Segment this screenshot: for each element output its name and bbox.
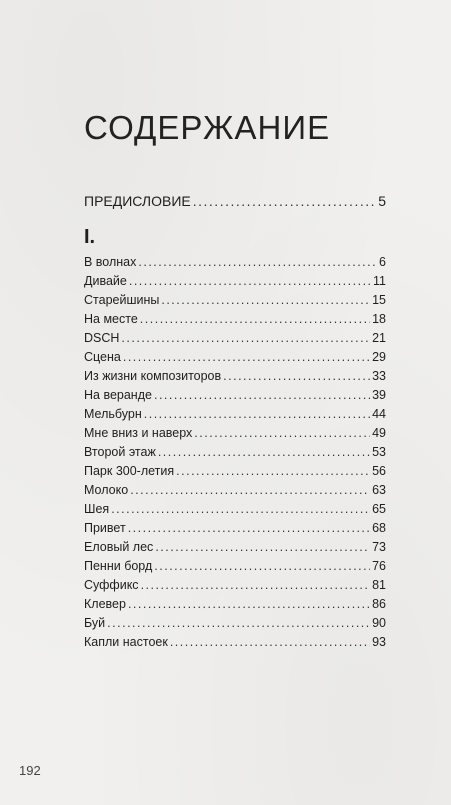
toc-entry [84, 254, 386, 270]
toc-entry-label: Привет [84, 521, 126, 535]
toc-entry-label: Молоко [84, 483, 129, 497]
toc-entry-label: Буй [84, 616, 106, 630]
toc-entry-label: Старейшины [84, 293, 160, 307]
dot-leader [121, 330, 370, 346]
toc-entry-page: 44 [372, 407, 386, 421]
toc-entry [84, 520, 386, 536]
toc-entry-page: 11 [373, 274, 386, 288]
toc-entry-label: На месте [84, 312, 138, 326]
toc-entry [84, 311, 386, 327]
toc-entry-label: Парк 300-летия [84, 464, 175, 478]
dot-leader [223, 368, 370, 384]
dot-leader [129, 273, 371, 289]
toc-entry [84, 482, 386, 498]
toc-entry [84, 539, 386, 555]
toc-entry-label: Второй этаж [84, 445, 156, 459]
dot-leader [176, 463, 370, 479]
dot-leader [128, 596, 370, 612]
toc-entry-page: 90 [372, 616, 386, 630]
toc-entry [84, 596, 386, 612]
toc-entry-label: На веранде [84, 388, 152, 402]
toc-entry-label: Шея [84, 502, 110, 516]
toc-entry-page: 93 [372, 635, 386, 649]
toc-entry [84, 292, 386, 308]
toc-entry-page: 15 [372, 293, 386, 307]
toc-entry-page: 86 [372, 597, 386, 611]
dot-leader [144, 406, 370, 422]
toc-entry-page: 65 [372, 502, 386, 516]
dot-leader [111, 501, 370, 517]
dot-leader [123, 349, 370, 365]
dot-leader [154, 558, 370, 574]
toc-entry [84, 444, 386, 460]
dot-leader [128, 520, 370, 536]
toc-entry [84, 615, 386, 631]
toc-entry-page: 68 [372, 521, 386, 535]
toc-entry-page: 18 [372, 312, 386, 326]
toc-entry [84, 330, 386, 346]
toc-entry-page: 33 [372, 369, 386, 383]
toc-entry-page: 5 [378, 193, 386, 209]
toc-entry [84, 425, 386, 441]
toc-entry [84, 368, 386, 384]
toc-entry-label: Из жизни композиторов [84, 369, 222, 383]
toc-entry-page: 63 [372, 483, 386, 497]
toc-entry-label: DSCH [84, 331, 120, 345]
page-number: 192 [19, 763, 41, 778]
toc-entry-label: Еловый лес [84, 540, 154, 554]
toc-entry-label: Мне вниз и наверх [84, 426, 193, 440]
toc-entry-page: 81 [372, 578, 386, 592]
dot-leader [140, 311, 370, 327]
toc-entry-page: 76 [372, 559, 386, 573]
toc-entry-label: ПРЕДИСЛОВИЕ [84, 193, 191, 209]
dot-leader [138, 254, 377, 270]
section-heading: I. [84, 226, 96, 248]
dot-leader [170, 634, 370, 650]
dot-leader [141, 577, 371, 593]
toc-entry [84, 558, 386, 574]
dot-leader [154, 387, 370, 403]
toc-entry-label: Клевер [84, 597, 126, 611]
toc-entry [84, 463, 386, 479]
toc-entry [84, 577, 386, 593]
dot-leader [194, 425, 370, 441]
toc-entry [84, 406, 386, 422]
toc-entry-label: Мельбурн [84, 407, 142, 421]
dot-leader [158, 444, 370, 460]
toc-entry-label: Пенни борд [84, 559, 153, 573]
dot-leader [107, 615, 370, 631]
toc-entry-label: Дивайе [84, 274, 127, 288]
toc-entry-label: Капли настоек [84, 635, 168, 649]
toc-entry-label: Сцена [84, 350, 121, 364]
toc-entry [84, 387, 386, 403]
toc-entry-label: В волнах [84, 255, 137, 269]
toc-entry-page: 21 [372, 331, 386, 345]
toc-entry-page: 49 [372, 426, 386, 440]
toc-entry [84, 634, 386, 650]
toc-entry-page: 53 [372, 445, 386, 459]
toc-entry [84, 501, 386, 517]
dot-leader [161, 292, 370, 308]
toc-entry-page: 29 [372, 350, 386, 364]
toc-entry-label: Суффикс [84, 578, 139, 592]
toc-entry-page: 6 [379, 255, 386, 269]
toc-entry [84, 273, 386, 289]
toc-entry [84, 349, 386, 365]
toc-entry-page: 39 [372, 388, 386, 402]
toc-entry-page: 73 [372, 540, 386, 554]
dot-leader [130, 482, 370, 498]
toc-entry-page: 56 [372, 464, 386, 478]
dot-leader [155, 539, 370, 555]
page-title: СОДЕРЖАНИЕ [84, 109, 331, 146]
